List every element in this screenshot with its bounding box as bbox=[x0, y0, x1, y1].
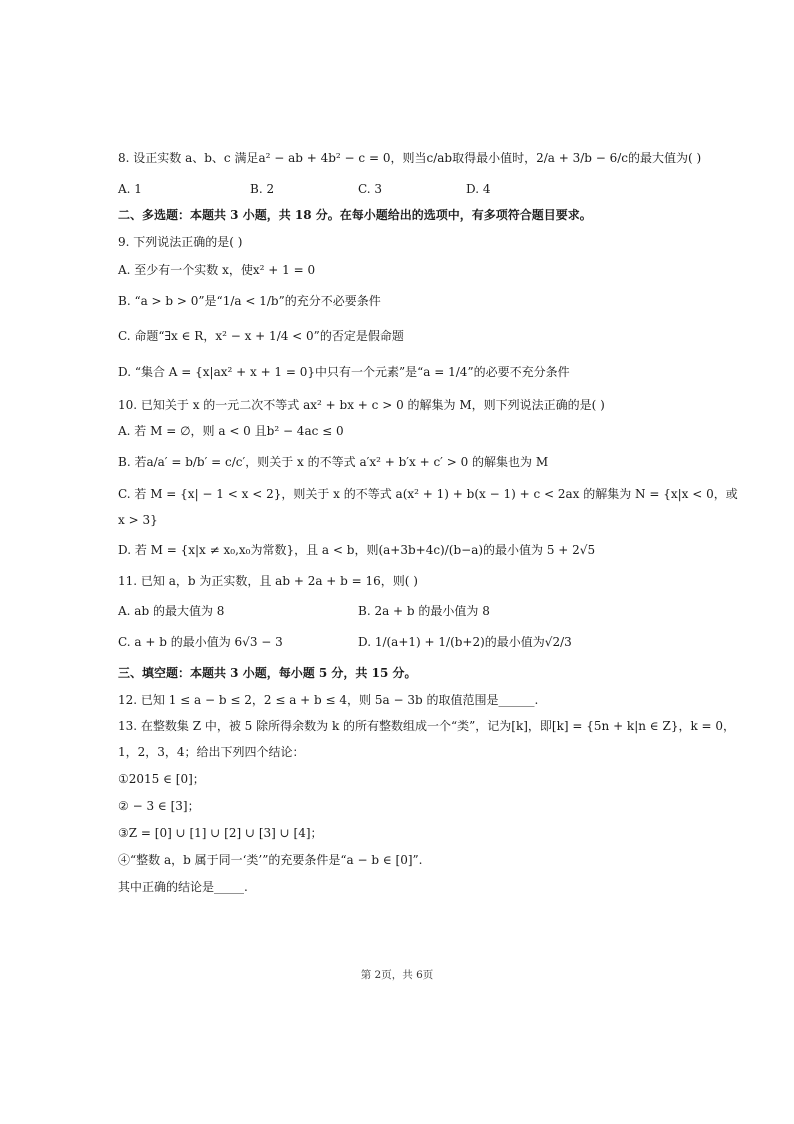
q11-option-a: A. ab 的最大值为 8 bbox=[118, 604, 225, 618]
q10-option-c-line1: C. 若 M = {x| − 1 < x < 2}，则关于 x 的不等式 a(x² + 1) + b(x − 1) + c < 2ax 的解集为 N = {x|x < 0，或 bbox=[118, 487, 738, 501]
q11-option-c: C. a + b 的最小值为 6√3 − 3 bbox=[118, 635, 283, 649]
q9-stem: 9. 下列说法正确的是( ) bbox=[118, 235, 243, 249]
q10-stem: 10. 已知关于 x 的一元二次不等式 ax² + bx + c > 0 的解集为 M，则下列说法正确的是( ) bbox=[118, 398, 605, 412]
q8-option-a: A. 1 bbox=[118, 182, 142, 196]
q13-item-4: ④“整数 a，b 属于同一‘类’”的充要条件是“a − b ∈ [0]”. bbox=[118, 853, 423, 867]
q13-stem-line2: 1，2，3，4；给出下列四个结论： bbox=[118, 745, 305, 759]
q9-option-b: B. “a > b > 0”是“1/a < 1/b”的充分不必要条件 bbox=[118, 294, 381, 308]
q11-option-d: D. 1/(a+1) + 1/(b+2)的最小值为√2/3 bbox=[358, 635, 572, 649]
q9-option-c: C. 命题“∃x ∈ R，x² − x + 1/4 < 0”的否定是假命题 bbox=[118, 329, 404, 343]
q8-option-d: D. 4 bbox=[466, 182, 491, 196]
q11-stem: 11. 已知 a，b 为正实数，且 ab + 2a + b = 16，则( ) bbox=[118, 574, 418, 588]
q13-item-3: ③Z = [0] ∪ [1] ∪ [2] ∪ [3] ∪ [4]； bbox=[118, 826, 323, 840]
q8-option-b: B. 2 bbox=[250, 182, 275, 196]
q13-stem-line1: 13. 在整数集 Z 中，被 5 除所得余数为 k 的所有整数组成一个“类”，记为[k]，即[k] = {5n + k|n ∈ Z}，k = 0， bbox=[118, 719, 736, 733]
q9-option-a: A. 至少有一个实数 x，使x² + 1 = 0 bbox=[118, 263, 316, 277]
q12-stem: 12. 已知 1 ≤ a − b ≤ 2，2 ≤ a + b ≤ 4，则 5a − 3b 的取值范围是______. bbox=[118, 693, 539, 707]
q13-item-2: ② − 3 ∈ [3]； bbox=[118, 799, 200, 813]
q13-item-1: ①2015 ∈ [0]； bbox=[118, 772, 205, 786]
page-footer: 第 2页，共 6页 bbox=[360, 969, 434, 981]
q8-option-c: C. 3 bbox=[358, 182, 383, 196]
q13-conclusion: 其中正确的结论是_____. bbox=[118, 880, 248, 894]
q8-stem: 8. 设正实数 a、b、c 满足a² − ab + 4b² − c = 0，则当c/ab取得最小值时，2/a + 3/b − 6/c的最大值为( ) bbox=[118, 151, 702, 165]
q10-option-d: D. 若 M = {x|x ≠ x₀,x₀为常数}，且 a < b，则(a+3b+4c)/(b−a)的最小值为 5 + 2√5 bbox=[118, 543, 596, 557]
section-multi-choice-heading: 二、多选题：本题共 3 小题，共 18 分。在每小题给出的选项中，有多项符合题目要求。 bbox=[118, 208, 592, 222]
q10-option-c-line2: x > 3} bbox=[118, 513, 158, 527]
section-fill-blank-heading: 三、填空题：本题共 3 小题，每小题 5 分，共 15 分。 bbox=[118, 666, 417, 680]
q10-option-b: B. 若a/a′ = b/b′ = c/c′，则关于 x 的不等式 a′x² + b′x + c′ > 0 的解集也为 M bbox=[118, 455, 549, 469]
q9-option-d: D. “集合 A = {x|ax² + x + 1 = 0}中只有一个元素”是“a = 1/4”的必要不充分条件 bbox=[118, 365, 570, 379]
q11-option-b: B. 2a + b 的最小值为 8 bbox=[358, 604, 490, 618]
q10-option-a: A. 若 M = ∅，则 a < 0 且b² − 4ac ≤ 0 bbox=[118, 424, 344, 438]
